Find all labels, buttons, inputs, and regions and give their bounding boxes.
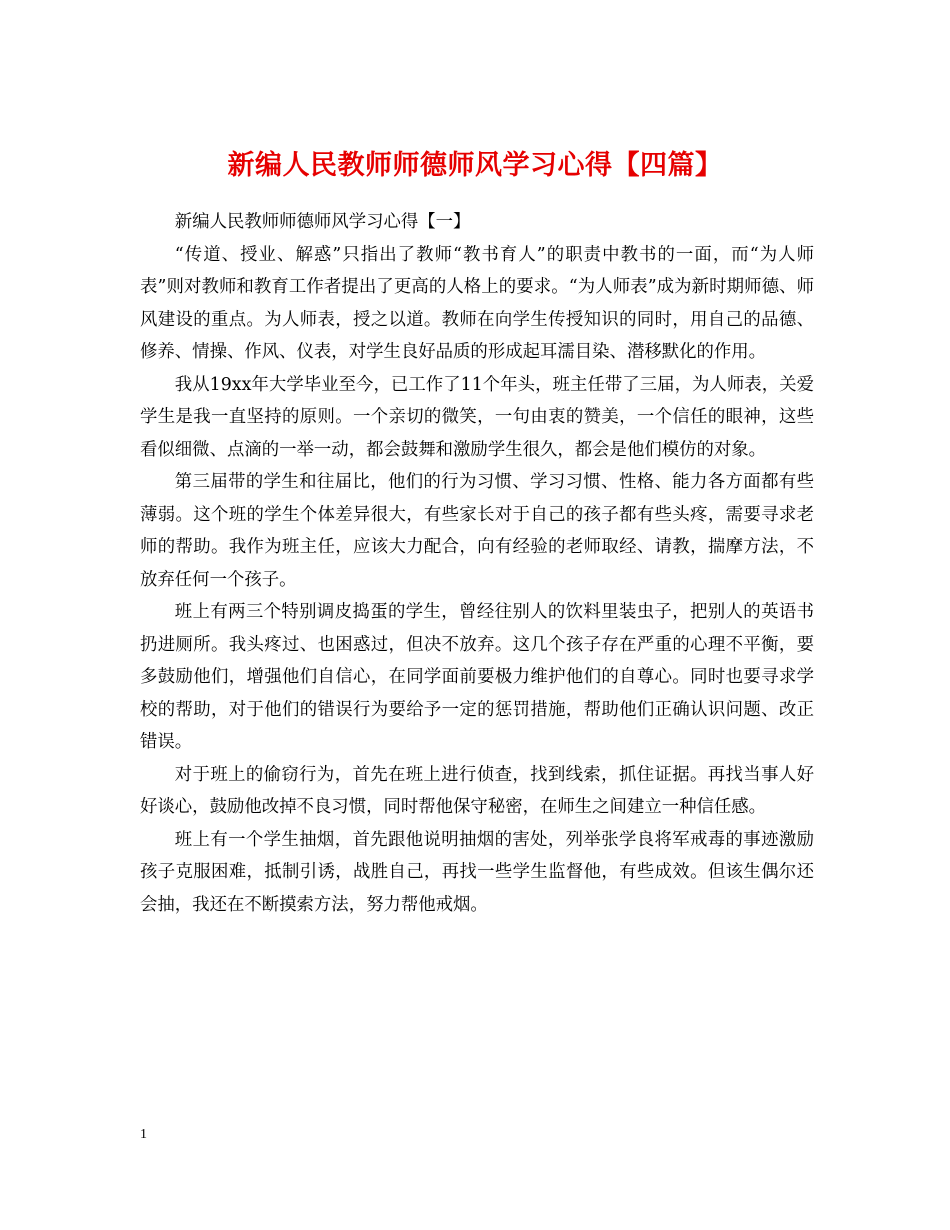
body-paragraph: 第三届带的学生和往届比，他们的行为习惯、学习习惯、性格、能力各方面都有些薄弱。这个班的学生个体差异很大，有些家长对于自己的孩子都有些头疼，需要寻求老师的帮助。我作为班主任，应该大力配合，向有经验的老师取经、请教，揣摩方法，不放弃任何一个孩子。 bbox=[140, 472, 814, 590]
body-paragraph: 对于班上的偷窃行为，首先在班上进行侦查，找到线索，抓住证据。再找当事人好好谈心，鼓励他改掉不良习惯，同时帮他保守秘密，在师生之间建立一种信任感。 bbox=[140, 764, 814, 817]
body-paragraph: 我从19xx年大学毕业至今，已工作了11个年头，班主任带了三届，为人师表，关爱学生是我一直坚持的原则。一个亲切的微笑，一句由衷的赞美，一个信任的眼神，这些看似细微、点滴的一举一动，都会鼓舞和激励学生很久，都会是他们模仿的对象。 bbox=[140, 374, 814, 460]
body-paragraph: 班上有两三个特别调皮捣蛋的学生，曾经往别人的饮料里装虫子，把别人的英语书扔进厕所。我头疼过、也困惑过，但决不放弃。这几个孩子存在严重的心理不平衡，要多鼓励他们，增强他们自信心，在同学面前要极力维护他们的自尊心。同时也要寻求学校的帮助，对于他们的错误行为要给予一定的惩罚措施，帮助他们正确认识问题、改正错误。 bbox=[140, 602, 814, 752]
document-title: 新编人民教师师德师风学习心得【四篇】 bbox=[227, 150, 723, 182]
section-heading: 新编人民教师师德师风学习心得【一】 bbox=[174, 212, 471, 232]
body-paragraph: 班上有一个学生抽烟，首先跟他说明抽烟的害处，列举张学良将军戒毒的事迹激励孩子克服困难，抵制引诱，战胜自己，再找一些学生监督他，有些成效。但该生偶尔还会抽，我还在不断摸索方法，努力帮他戒烟。 bbox=[140, 829, 814, 915]
body-paragraph: “传道、授业、解惑”只指出了教师“教书育人”的职责中教书的一面，而“为人师表”则对教师和教育工作者提出了更高的人格上的要求。“为人师表”成为新时期师德、师风建设的重点。为人师表，授之以道。教师在向学生传授知识的同时，用自己的品德、修养、情操、作风、仪表，对学生良好品质的形成起耳濡目染、潜移默化的作用。 bbox=[140, 244, 814, 362]
page-number: 1 bbox=[140, 1127, 147, 1142]
document-body bbox=[140, 206, 814, 921]
